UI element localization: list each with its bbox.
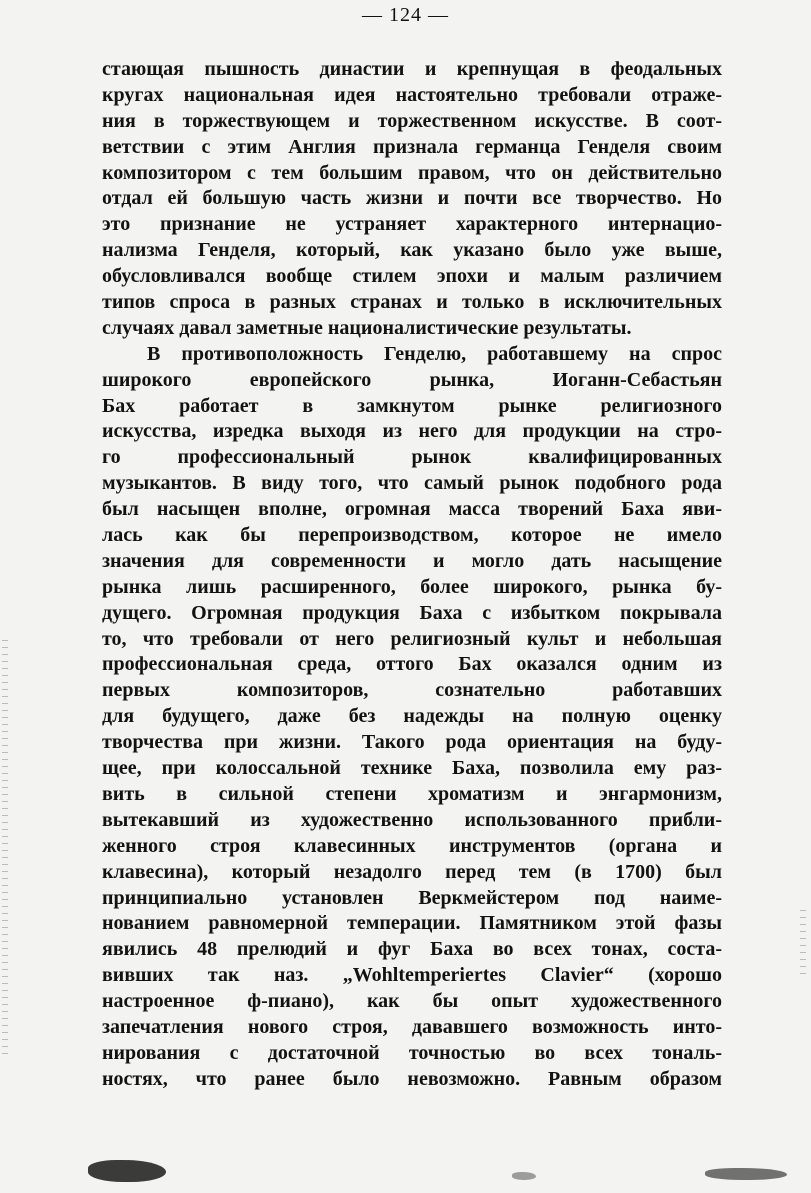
scan-edge-noise-left <box>2 640 8 1060</box>
text-line: клавесина), который незадолго перед тем (в 1700) был <box>102 860 722 883</box>
text-line: запечатления нового строя, дававшего возможность инто- <box>102 1015 722 1038</box>
scan-smudge-bottom-right <box>705 1168 787 1180</box>
text-line: ветствии с этим Англия признала германца Генделя своим <box>102 135 722 158</box>
text-line: ния в торжествующем и торжественном искусстве. В соот- <box>102 109 722 132</box>
text-line: кругах национальная идея настоятельно требовали отраже- <box>102 83 722 106</box>
text-line: нованием равномерной темперации. Памятником этой фазы <box>102 912 722 935</box>
scan-edge-noise-right <box>800 910 806 980</box>
text-line: нализма Генделя, который, как указано было уже выше, <box>102 239 722 262</box>
text-line: вивших так наз. „Wohltemperiertes Clavier“ (хорошо <box>102 964 722 987</box>
text-line: стающая пышность династии и крепнущая в феодальных <box>102 58 722 80</box>
text-line: обусловливался вообще стилем эпохи и малым различием <box>102 265 722 288</box>
text-line: искусства, изредка выходя из него для продукции на стро- <box>102 420 722 443</box>
text-line: широкого европейского рынка, Иоганн-Себастьян <box>102 368 722 391</box>
paragraph-1 <box>102 57 722 342</box>
text-line: композитором с тем большим правом, что он действительно <box>102 161 722 184</box>
text-line: типов спроса в разных странах и только в исключительных <box>102 291 722 314</box>
text-line: женного строя клавесинных инструментов (органа и <box>102 834 722 857</box>
text-line: профессиональная среда, оттого Бах оказался одним из <box>102 653 722 676</box>
text-line: принципиально установлен Веркмейстером под наиме- <box>102 886 722 909</box>
text-line: го профессиональный рынок квалифицированных <box>102 446 722 469</box>
text-line: значения для современности и могло дать насыщение <box>102 549 722 572</box>
text-line: ностях, что ранее было невозможно. Равным образом <box>102 1067 722 1090</box>
text-line: нирования с достаточной точностью во всех тональ- <box>102 1041 722 1064</box>
text-line: музыкантов. В виду того, что самый рынок подобного рода <box>102 472 722 495</box>
text-line: творчества при жизни. Такого рода ориентация на буду- <box>102 731 722 754</box>
text-line: лась как бы перепроизводством, которое не имело <box>102 524 722 547</box>
paragraph-2 <box>102 342 722 1093</box>
text-line: был насыщен вполне, огромная масса творений Баха яви- <box>102 498 722 521</box>
text-line: настроенное ф-пиано), как бы опыт художественного <box>102 990 722 1013</box>
text-line: это признание не устраняет характерного интернацио- <box>102 213 722 236</box>
text-line: дущего. Огромная продукция Баха с избытком покрывала <box>102 601 722 624</box>
text-line: вить в сильной степени хроматизм и энгармонизм, <box>102 782 722 805</box>
text-line: явились 48 прелюдий и фуг Баха во всех тонах, соста- <box>102 938 722 961</box>
text-line: В противоположность Генделю, работавшему на спрос <box>147 342 722 365</box>
scan-smudge-bottom-left <box>88 1160 166 1182</box>
page-number: — 124 — <box>362 4 449 26</box>
text-line: рынка лишь расширенного, более широкого, рынка бу- <box>102 575 722 598</box>
text-line: щее, при колоссальной технике Баха, позволила ему раз- <box>102 757 722 780</box>
text-line: первых композиторов, сознательно работавших <box>102 679 722 702</box>
text-line: отдал ей большую часть жизни и почти все творчество. Но <box>102 187 722 210</box>
text-line: то, что требовали от него религиозный культ и небольшая <box>102 627 722 650</box>
text-line: вытекавший из художественно использованного прибли- <box>102 808 722 831</box>
text-line: случаях давал заметные националистические результаты. <box>102 316 632 339</box>
text-block <box>102 57 722 1093</box>
scan-smudge-bottom-center <box>512 1172 536 1180</box>
text-line: для будущего, даже без надежды на полную оценку <box>102 705 722 728</box>
text-line: Бах работает в замкнутом рынке религиозного <box>102 394 722 417</box>
